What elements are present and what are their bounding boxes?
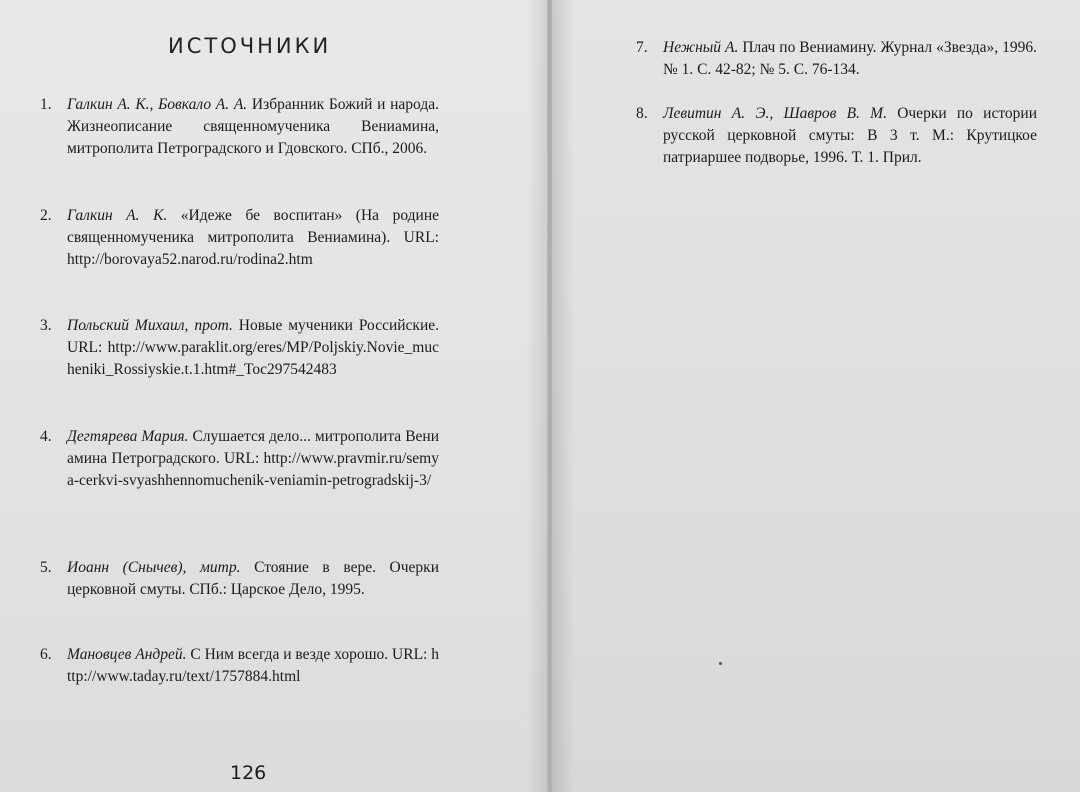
entry-author: Галкин А. К., Бовкало А. А. (67, 96, 248, 113)
reference-entry-2 (40, 205, 440, 271)
reference-entry-6 (40, 644, 440, 688)
entry-text: «Идеже бе воспитан» (На родине священномученика митрополита Вениамина). URL: http://borovaya52.narod.ru/rodina2.htm (67, 207, 440, 268)
entry-number: 2. (40, 207, 52, 224)
paper-speck (719, 662, 722, 665)
entry-author: Иоанн (Снычев), митр. (67, 559, 241, 576)
entry-text: Новые мученики Российские. URL: http://www.paraklit.org/eres/MP/Poljskiy.Novie_mucheniki_Rossiyskie.t.1.htm#_Toc297542483 (67, 317, 440, 378)
entry-number: 8. (636, 105, 648, 122)
entry-text: Избранник Божий и народа. Жизнеописание священномученика Вениамина, митрополита Петроградского и Гдовского. СПб., 2006. (67, 96, 439, 157)
gutter-shadow (526, 0, 548, 792)
entry-author: Польский Михаил, прот. (67, 317, 233, 334)
entry-author: Дегтярева Мария. (67, 428, 189, 445)
entry-number: 1. (40, 96, 52, 113)
reference-entry-8 (636, 103, 1038, 169)
reference-entry-4 (40, 426, 440, 492)
reference-entry-7 (636, 37, 1037, 81)
entry-number: 4. (40, 428, 52, 445)
page-number: 126 (230, 762, 267, 784)
entry-text: Стояние в вере. Очерки церковной смуты. СПб.: Царское Дело, 1995. (67, 559, 439, 598)
entry-number: 7. (636, 39, 648, 56)
reference-entry-5 (40, 557, 439, 601)
reference-entry-1 (40, 94, 439, 160)
page-title: ИСТОЧНИКИ (168, 34, 332, 58)
entry-author: Мановцев Андрей. (67, 646, 187, 663)
gutter-shadow (552, 0, 574, 792)
entry-number: 5. (40, 559, 52, 576)
entry-number: 3. (40, 317, 52, 334)
reference-entry-3 (40, 315, 440, 381)
entry-text: С Ним всегда и везде хорошо. URL: http://www.taday.ru/text/1757884.html (67, 646, 440, 685)
entry-text: Очерки по истории русской церковной смуты: В 3 т. М.: Крутицкое патриаршее подворье, 1996. Т. 1. Прил. (663, 105, 1038, 166)
entry-author: Галкин А. К. (67, 207, 168, 224)
entry-author: Левитин А. Э., Шавров В. М. (663, 105, 887, 122)
entry-text: Плач по Вениамину. Журнал «Звезда», 1996. № 1. С. 42-82; № 5. С. 76-134. (663, 39, 1037, 78)
entry-number: 6. (40, 646, 52, 663)
entry-author: Нежный А. (663, 39, 739, 56)
entry-text: Слушается дело... митрополита Вениамина Петроградского. URL: http://www.pravmir.ru/semya-cerkvi-svyashhennomuchenik-veniamin-petrogradskij-3/ (67, 428, 440, 489)
